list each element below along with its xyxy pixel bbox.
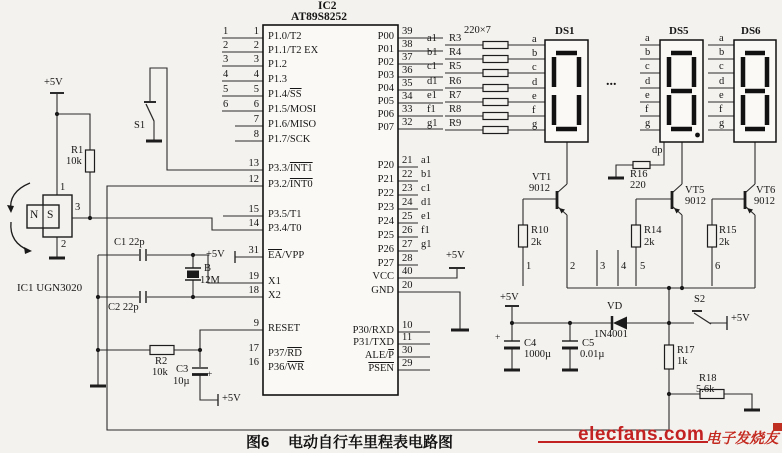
segment-label: g [645, 118, 651, 129]
segment-label: c [719, 61, 724, 72]
mcu-pin-label: P01 [377, 44, 394, 55]
segment-label: d [532, 77, 538, 88]
polarity-plus: + [495, 333, 501, 343]
watermark-cn: 电子发烧友 [706, 431, 779, 447]
part-ref: R17 [677, 345, 695, 356]
pin-number: 38 [402, 39, 413, 50]
net-label: b1 [421, 169, 432, 180]
part-ref: R15 [719, 225, 737, 236]
pin-number: 9 [253, 318, 259, 329]
switch-s2 [692, 311, 727, 330]
mcu-ref: IC2 [318, 0, 337, 12]
net-label: g1 [427, 118, 438, 129]
segment-label: a [532, 34, 537, 45]
net-label: d1 [421, 197, 432, 208]
mcu-pin-label: GND [371, 285, 394, 296]
pin-number: 35 [402, 78, 413, 89]
pin-number: 33 [402, 104, 413, 115]
sensor-pin-1: 1 [60, 182, 66, 193]
mcu-pin-label: P00 [377, 31, 394, 42]
net-label: c1 [421, 183, 431, 194]
mcu-part: AT89S8252 [291, 11, 348, 23]
part-ref: S1 [134, 120, 146, 131]
net-label: 2 [223, 40, 229, 51]
display-label-ds1: DS1 [555, 25, 575, 37]
mcu-pin-label: P24 [377, 216, 394, 227]
part-ref: R8 [449, 104, 462, 115]
segment-label: g [532, 119, 538, 130]
part-ref: C3 [176, 364, 189, 375]
mcu-pin-label: P1.5/MOSI [268, 104, 317, 115]
display-ds6 [734, 40, 776, 142]
display-ds1 [545, 40, 588, 142]
pin-number: 17 [248, 343, 259, 354]
v5-label: +5V [44, 77, 63, 88]
display-label-ds5: DS5 [669, 25, 689, 37]
part-value: 9012 [529, 183, 550, 194]
part-value: 220 [630, 180, 646, 191]
mcu-pin-label: RESET [268, 323, 301, 334]
part-ref: R2 [155, 356, 168, 367]
net-label: e1 [427, 90, 437, 101]
pin-number: 4 [253, 69, 259, 80]
mcu-pin-label: P07 [377, 122, 394, 133]
part-ref: R3 [449, 33, 462, 44]
watermark-logo: elecfans.com [578, 424, 705, 445]
part-ref: C5 [582, 338, 595, 349]
pin-number: 31 [248, 245, 259, 256]
magnet-n: N [30, 209, 39, 221]
pin-number: 16 [248, 357, 259, 368]
crystal-b [185, 268, 201, 280]
mcu-pin-label: X1 [268, 276, 281, 287]
mcu-pin-label: P23 [377, 202, 394, 213]
net-label: a1 [421, 155, 431, 166]
net-label: a1 [427, 33, 437, 44]
mcu-pin-label: P1.7/SCK [268, 134, 311, 145]
pin-number: 30 [402, 345, 413, 356]
part-ref: R18 [699, 373, 717, 384]
corner-mark [773, 423, 782, 431]
part-ref: VD [607, 301, 623, 312]
pin-number: 21 [402, 155, 413, 166]
pin-number: 37 [402, 52, 413, 63]
mcu-pin-label: P3.2/INT0 [268, 179, 313, 190]
part-value: 9012 [685, 196, 706, 207]
part-value: 5.6k [696, 384, 715, 395]
select-net: 3 [600, 261, 606, 272]
select-net: 2 [570, 261, 576, 272]
mcu-pin-label: P31/TXD [353, 337, 394, 348]
pin-number: 24 [402, 197, 413, 208]
part-ref: S2 [694, 294, 706, 305]
part-value: 1k [677, 356, 688, 367]
pin-number: 3 [253, 54, 259, 65]
pin-number: 15 [248, 204, 259, 215]
sensor-pin-3: 3 [75, 202, 81, 213]
pin-number: 32 [402, 117, 413, 128]
mcu-pin-label: P25 [377, 230, 394, 241]
part-ref: C4 [524, 338, 537, 349]
segment-label: b [719, 47, 725, 58]
pin-number: 5 [253, 84, 259, 95]
mcu-pin-label: P1.1/T2 EX [268, 45, 319, 56]
mcu-pin-label: ALE/$\overline{P}$ [364, 350, 394, 361]
transistor-glyphs [557, 191, 753, 214]
polarity-plus: + [207, 370, 213, 380]
mcu-pin-label: P04 [377, 83, 394, 94]
mcu-pin-label: P1.6/MISO [268, 119, 317, 130]
pin-number: 18 [248, 285, 259, 296]
mcu-pin-label: $\overline{EA}$/VPP [268, 250, 305, 261]
part-value: 2k [531, 237, 542, 248]
pin-number: 29 [402, 358, 413, 369]
segment-label: e [645, 90, 650, 101]
pin-number: 26 [402, 225, 413, 236]
segment-label: e [532, 91, 537, 102]
mcu-pin-label: VCC [372, 271, 394, 282]
segment-label: b [532, 48, 538, 59]
pin-number: 13 [248, 158, 259, 169]
net-label: 5 [223, 84, 229, 95]
part-ref: R14 [644, 225, 662, 236]
mcu-pin-label: P3.3/INT1 [268, 163, 313, 174]
pin-number: 34 [402, 91, 413, 102]
display-ds5 [660, 40, 703, 142]
mcu-pin-label: P22 [377, 188, 394, 199]
segment-label: f [645, 104, 649, 115]
network-title: 220×7 [464, 25, 491, 36]
switch-s1 [144, 102, 156, 121]
mcu-pin-label: P3.4/T0 [268, 223, 302, 234]
segment-label: f [719, 104, 723, 115]
part-ref: R16 [630, 169, 648, 180]
pin-number: 10 [402, 320, 413, 331]
mcu-pin-label: X2 [268, 290, 281, 301]
mcu-pin-label: $P37/\overline{RD}$ [268, 348, 302, 359]
pin-number: 2 [253, 40, 259, 51]
part-ref: R10 [531, 225, 549, 236]
v5-label: +5V [446, 250, 465, 261]
mcu-pin-label: P26 [377, 244, 394, 255]
mcu-pin-label: P3.5/T1 [268, 209, 302, 220]
magnet-s: S [47, 209, 54, 221]
part-ref: VT6 [756, 185, 776, 196]
pin-number: 6 [253, 99, 259, 110]
part-value: 1N4001 [594, 329, 628, 340]
part-ref: B [204, 263, 212, 274]
mcu-pin-label: P21 [377, 174, 394, 185]
part-value: 12M [200, 275, 220, 286]
display-label-ds6: DS6 [741, 25, 761, 37]
select-net: 4 [621, 261, 627, 272]
mcu-pin-label: $P1.4/\overline{SS}$ [268, 89, 302, 100]
part-value: 10µ [173, 376, 190, 387]
net-label: f1 [421, 225, 430, 236]
net-label: 1 [223, 26, 229, 37]
mcu-pin-label: P06 [377, 109, 394, 120]
pin-number: 39 [402, 26, 413, 37]
pin-number: 11 [402, 332, 413, 343]
pin-number: 40 [402, 266, 413, 277]
part-label: C2 22p [108, 302, 139, 313]
pin-number: 22 [402, 169, 413, 180]
pin-number: 25 [402, 211, 413, 222]
decimal-point [695, 133, 700, 138]
part-value: 0.01µ [580, 349, 605, 360]
part-ref: VT1 [532, 172, 552, 183]
pin-number: 19 [248, 271, 259, 282]
mcu-pin-label: P02 [377, 57, 394, 68]
part-value: 1000µ [524, 349, 552, 360]
select-net: 5 [640, 261, 646, 272]
segment-label: c [532, 62, 537, 73]
figure-number: 图6 [246, 434, 270, 451]
segment-label: a [719, 33, 724, 44]
net-label: f1 [427, 104, 436, 115]
pin-number: 27 [402, 239, 413, 250]
v5-label: +5V [500, 292, 519, 303]
segment-label: b [645, 47, 651, 58]
part-ref: R6 [449, 76, 462, 87]
select-net: 6 [715, 261, 721, 272]
mcu-pin-label: P27 [377, 258, 394, 269]
pin-number: 20 [402, 280, 413, 291]
dp-label: dp [652, 145, 663, 156]
net-label: g1 [421, 239, 432, 250]
ellipsis: ... [606, 74, 617, 89]
v5-label: +5V [206, 249, 225, 260]
pin-number: 28 [402, 253, 413, 264]
mcu-pin-label: P20 [377, 160, 394, 171]
net-label: d1 [427, 76, 438, 87]
segment-label: c [645, 61, 650, 72]
part-value: 2k [644, 237, 655, 248]
segment-label: a [645, 33, 650, 44]
part-value: 10k [152, 367, 168, 378]
net-label: 6 [223, 99, 229, 110]
pin-number: 14 [248, 218, 259, 229]
segment-label: f [532, 105, 536, 116]
v5-label: +5V [222, 393, 241, 404]
segment-label: g [719, 118, 725, 129]
mcu-pin-label: P1.3 [268, 74, 287, 85]
pin-number: 36 [402, 65, 413, 76]
sensor-label: IC1 UGN3020 [17, 282, 83, 294]
net-label: c1 [427, 61, 437, 72]
segment-label: d [645, 76, 651, 87]
mcu-pin-label: P05 [377, 96, 394, 107]
part-ref: VT5 [685, 185, 705, 196]
part-ref: R5 [449, 61, 462, 72]
part-label: C1 22p [114, 237, 145, 248]
net-label: e1 [421, 211, 431, 222]
mcu-pin-label: P1.0/T2 [268, 31, 302, 42]
mcu-pin-label: PSEN [368, 363, 394, 374]
mcu-pin-label: P30/RXD [352, 325, 394, 336]
mcu-pin-label: P1.2 [268, 59, 287, 70]
part-ref: R9 [449, 118, 462, 129]
select-net: 1 [526, 261, 532, 272]
diode-vd [612, 316, 627, 330]
part-ref: R1 [71, 145, 84, 156]
mcu-pin-label: P03 [377, 70, 394, 81]
mcu-pin-label: $P36/\overline{WR}$ [268, 362, 305, 373]
pin-number: 12 [248, 174, 259, 185]
net-label: 3 [223, 54, 229, 65]
pin-number: 8 [253, 129, 259, 140]
part-ref: R7 [449, 90, 462, 101]
part-ref: R4 [449, 47, 462, 58]
pin-number: 1 [253, 26, 259, 37]
sensor-pin-2: 2 [61, 239, 67, 250]
part-value: 9012 [754, 196, 775, 207]
segment-label: e [719, 90, 724, 101]
pin-number: 23 [402, 183, 413, 194]
segment-label: d [719, 76, 725, 87]
part-value: 2k [719, 237, 730, 248]
net-label: b1 [427, 47, 438, 58]
net-label: 4 [223, 69, 229, 80]
part-value: 10k [66, 156, 82, 167]
figure-caption: 电动自行车里程表电路图 [288, 434, 454, 451]
pin-number: 7 [253, 114, 259, 125]
v5-label: +5V [731, 313, 750, 324]
